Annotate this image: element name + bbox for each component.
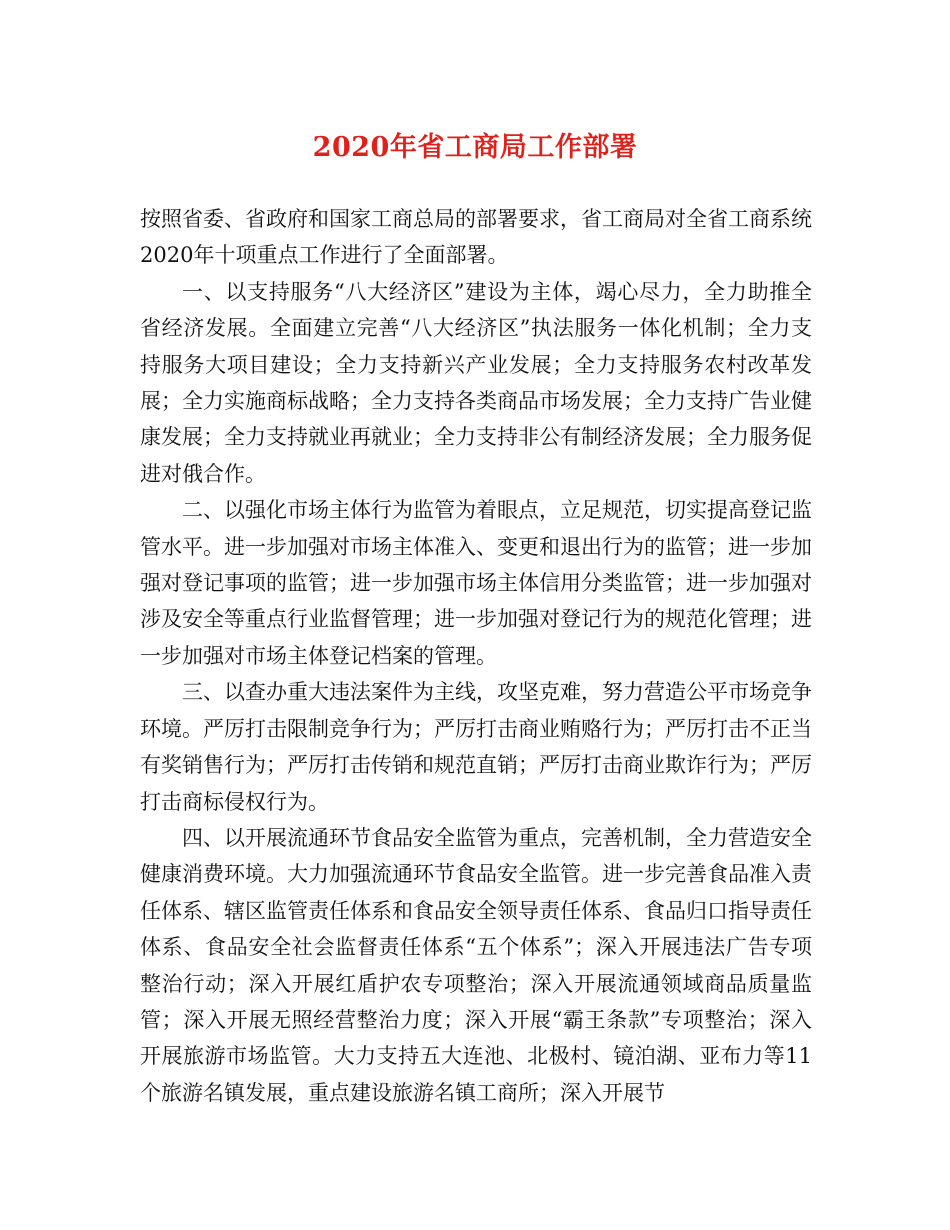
document-body <box>140 201 812 1111</box>
paragraph-section-3: 三、以查办重大违法案件为主线，攻坚克难，努力营造公平市场竞争环境。严厉打击限制竞争行为；严厉打击商业贿赂行为；严厉打击不正当有奖销售行为；严厉打击传销和规范直销；严厉打击商业欺诈行为；严厉打击商标侵权行为。 <box>140 680 812 814</box>
paragraph-section-2: 二、以强化市场主体行为监管为着眼点，立足规范，切实提高登记监管水平。进一步加强对市场主体准入、变更和退出行为的监管；进一步加强对登记事项的监管；进一步加强市场主体信用分类监管；进一步加强对涉及安全等重点行业监督管理；进一步加强对登记行为的规范化管理；进一步加强对市场主体登记档案的管理。 <box>140 498 812 668</box>
paragraph-intro: 按照省委、省政府和国家工商总局的部署要求，省工商局对全省工商系统2020年十项重点工作进行了全面部署。 <box>140 207 812 268</box>
document-title: 2020年省工商局工作部署 <box>312 132 638 163</box>
paragraph-section-4: 四、以开展流通环节食品安全监管为重点，完善机制，全力营造安全健康消费环境。大力加强流通环节食品安全监管。进一步完善食品准入责任体系、辖区监管责任体系和食品安全领导责任体系、食品归口指导责任体系、食品安全社会监督责任体系“五个体系”；深入开展违法广告专项整治行动；深入开展红盾护农专项整治；深入开展流通领域商品质量监管；深入开展无照经营整治力度；深入开展“霸王条款”专项整治；深入开展旅游市场监管。大力支持五大连池、北极村、镜泊湖、亚布力等11个旅游名镇发展，重点建设旅游名镇工商所；深入开展节 <box>140 825 812 1105</box>
paragraph-section-1: 一、以支持服务“八大经济区”建设为主体，竭心尽力，全力助推全省经济发展。全面建立完善“八大经济区”执法服务一体化机制；全力支持服务大项目建设；全力支持新兴产业发展；全力支持服务农村改革发展；全力实施商标战略；全力支持各类商品市场发展；全力支持广告业健康发展；全力支持就业再就业；全力支持非公有制经济发展；全力服务促进对俄合作。 <box>140 279 812 486</box>
